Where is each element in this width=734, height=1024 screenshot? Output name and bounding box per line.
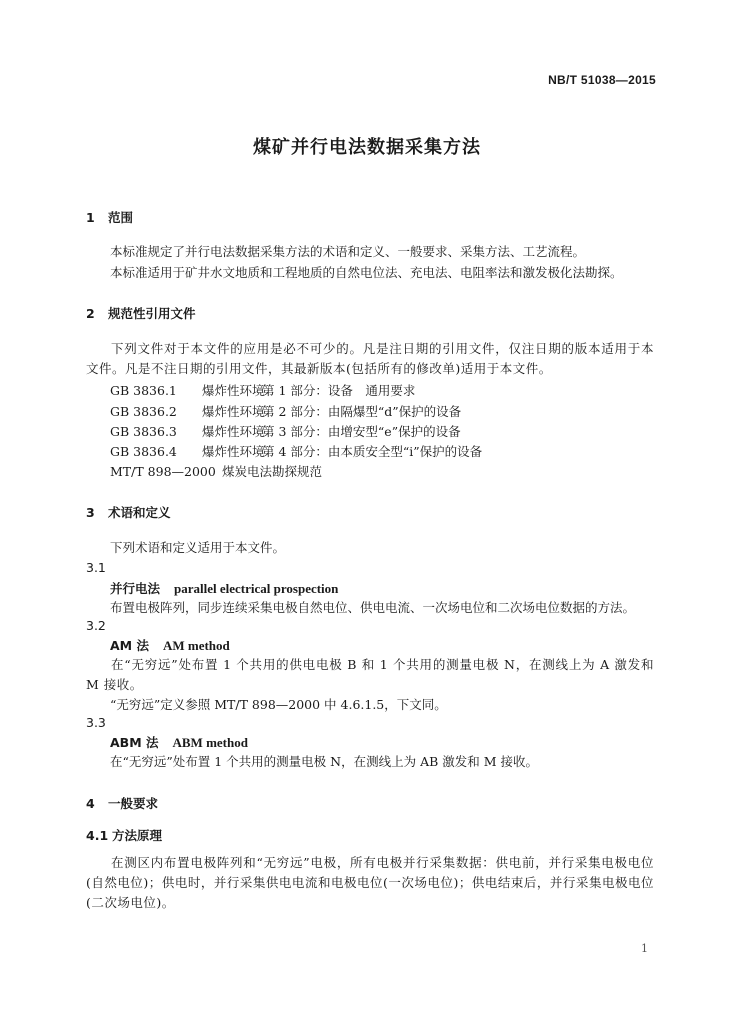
section-title: 术语和定义 xyxy=(108,505,171,520)
section-number: 3 xyxy=(86,505,95,520)
term-definition: 布置电极阵列，同步连续采集电极自然电位、供电电流、一次场电位和二次场电位数据的方法。 xyxy=(110,600,636,615)
scope-paragraph-2: 本标准适用于矿井水文地质和工程地质的自然电位法、充电法、电阻率法和激发极化法勘探。 xyxy=(110,265,623,280)
section-number: 4 xyxy=(86,796,95,811)
reference-item xyxy=(110,381,415,399)
reference-item xyxy=(110,402,461,420)
reference-code: MT/T 898—2000 xyxy=(110,464,216,479)
term-english: AM method xyxy=(162,638,230,653)
section-title: 一般要求 xyxy=(108,796,159,811)
section-number: 1 xyxy=(86,210,95,225)
normative-references-intro: 下列文件对于本文件的应用是必不可少的。凡是注日期的引用文件，仅注日期的版本适用于本文件。凡是不注日期的引用文件，其最新版本(包括所有的修改单)适用于本文件。 xyxy=(86,341,654,376)
method-principle-paragraph: 在测区内布置电极阵列和“无穷远”电极，所有电极并行采集数据：供电前，并行采集电极电位(自然电位)；供电时，并行采集供电电流和电极电位(一次场电位)；供电结束后，并行采集电极电位(二次场电位)。 xyxy=(86,855,654,910)
term-english: ABM method xyxy=(172,735,248,750)
term-note: “无穷远”定义参照 MT/T 898—2000 中 4.6.1.5，下文同。 xyxy=(110,697,447,712)
reference-code: GB 3836.1 xyxy=(110,383,177,398)
reference-code: GB 3836.4 xyxy=(110,444,177,459)
section-1-heading xyxy=(86,208,133,226)
term-chinese: AM 法 xyxy=(110,638,149,653)
subsection-title: 方法原理 xyxy=(112,828,163,843)
section-3-heading xyxy=(86,503,171,521)
reference-item xyxy=(110,462,322,480)
reference-part: 第 3 部分：由增安型“e”保护的设备 xyxy=(262,424,461,439)
subsection-4-1-heading xyxy=(86,826,162,844)
reference-code: GB 3836.2 xyxy=(110,404,177,419)
subsection-number: 4.1 xyxy=(86,828,109,843)
section-2-heading xyxy=(86,304,196,322)
reference-title: 煤炭电法勘探规范 xyxy=(222,464,323,479)
reference-code: GB 3836.3 xyxy=(110,424,177,439)
term-chinese: ABM 法 xyxy=(110,735,159,750)
terms-intro: 下列术语和定义适用于本文件。 xyxy=(110,540,286,555)
term-english: parallel electrical prospection xyxy=(174,581,339,596)
section-4-heading xyxy=(86,794,158,812)
reference-title: 爆炸性环境 xyxy=(202,424,265,439)
term-heading xyxy=(110,579,338,597)
reference-item xyxy=(110,422,461,440)
term-heading xyxy=(110,733,248,751)
reference-item xyxy=(110,442,482,460)
reference-part: 第 1 部分：设备 通用要求 xyxy=(262,383,416,398)
section-title: 范围 xyxy=(108,210,134,225)
term-number: 3.3 xyxy=(86,715,106,730)
scope-paragraph-1: 本标准规定了并行电法数据采集方法的术语和定义、一般要求、采集方法、工艺流程。 xyxy=(110,244,586,259)
term-number: 3.2 xyxy=(86,618,106,633)
term-definition: 在“无穷远”处布置 1 个共用的测量电极 N，在测线上为 AB 激发和 M 接收。 xyxy=(110,754,538,769)
section-number: 2 xyxy=(86,306,95,321)
term-heading xyxy=(110,636,230,654)
section-title: 规范性引用文件 xyxy=(108,306,196,321)
term-definition: 在“无穷远”处布置 1 个共用的供电电极 B 和 1 个共用的测量电极 N，在测线上为 A 激发和 M 接收。 xyxy=(86,657,654,692)
document-title: 煤矿并行电法数据采集方法 xyxy=(253,137,481,158)
standard-code: NB/T 51038—2015 xyxy=(548,73,656,87)
reference-title: 爆炸性环境 xyxy=(202,404,265,419)
reference-part: 第 4 部分：由本质安全型“i”保护的设备 xyxy=(262,444,483,459)
reference-title: 爆炸性环境 xyxy=(202,383,265,398)
term-number: 3.1 xyxy=(86,560,106,575)
reference-title: 爆炸性环境 xyxy=(202,444,265,459)
term-chinese: 并行电法 xyxy=(110,581,161,596)
reference-part: 第 2 部分：由隔爆型“d”保护的设备 xyxy=(262,404,462,419)
page-number: 1 xyxy=(641,942,648,955)
